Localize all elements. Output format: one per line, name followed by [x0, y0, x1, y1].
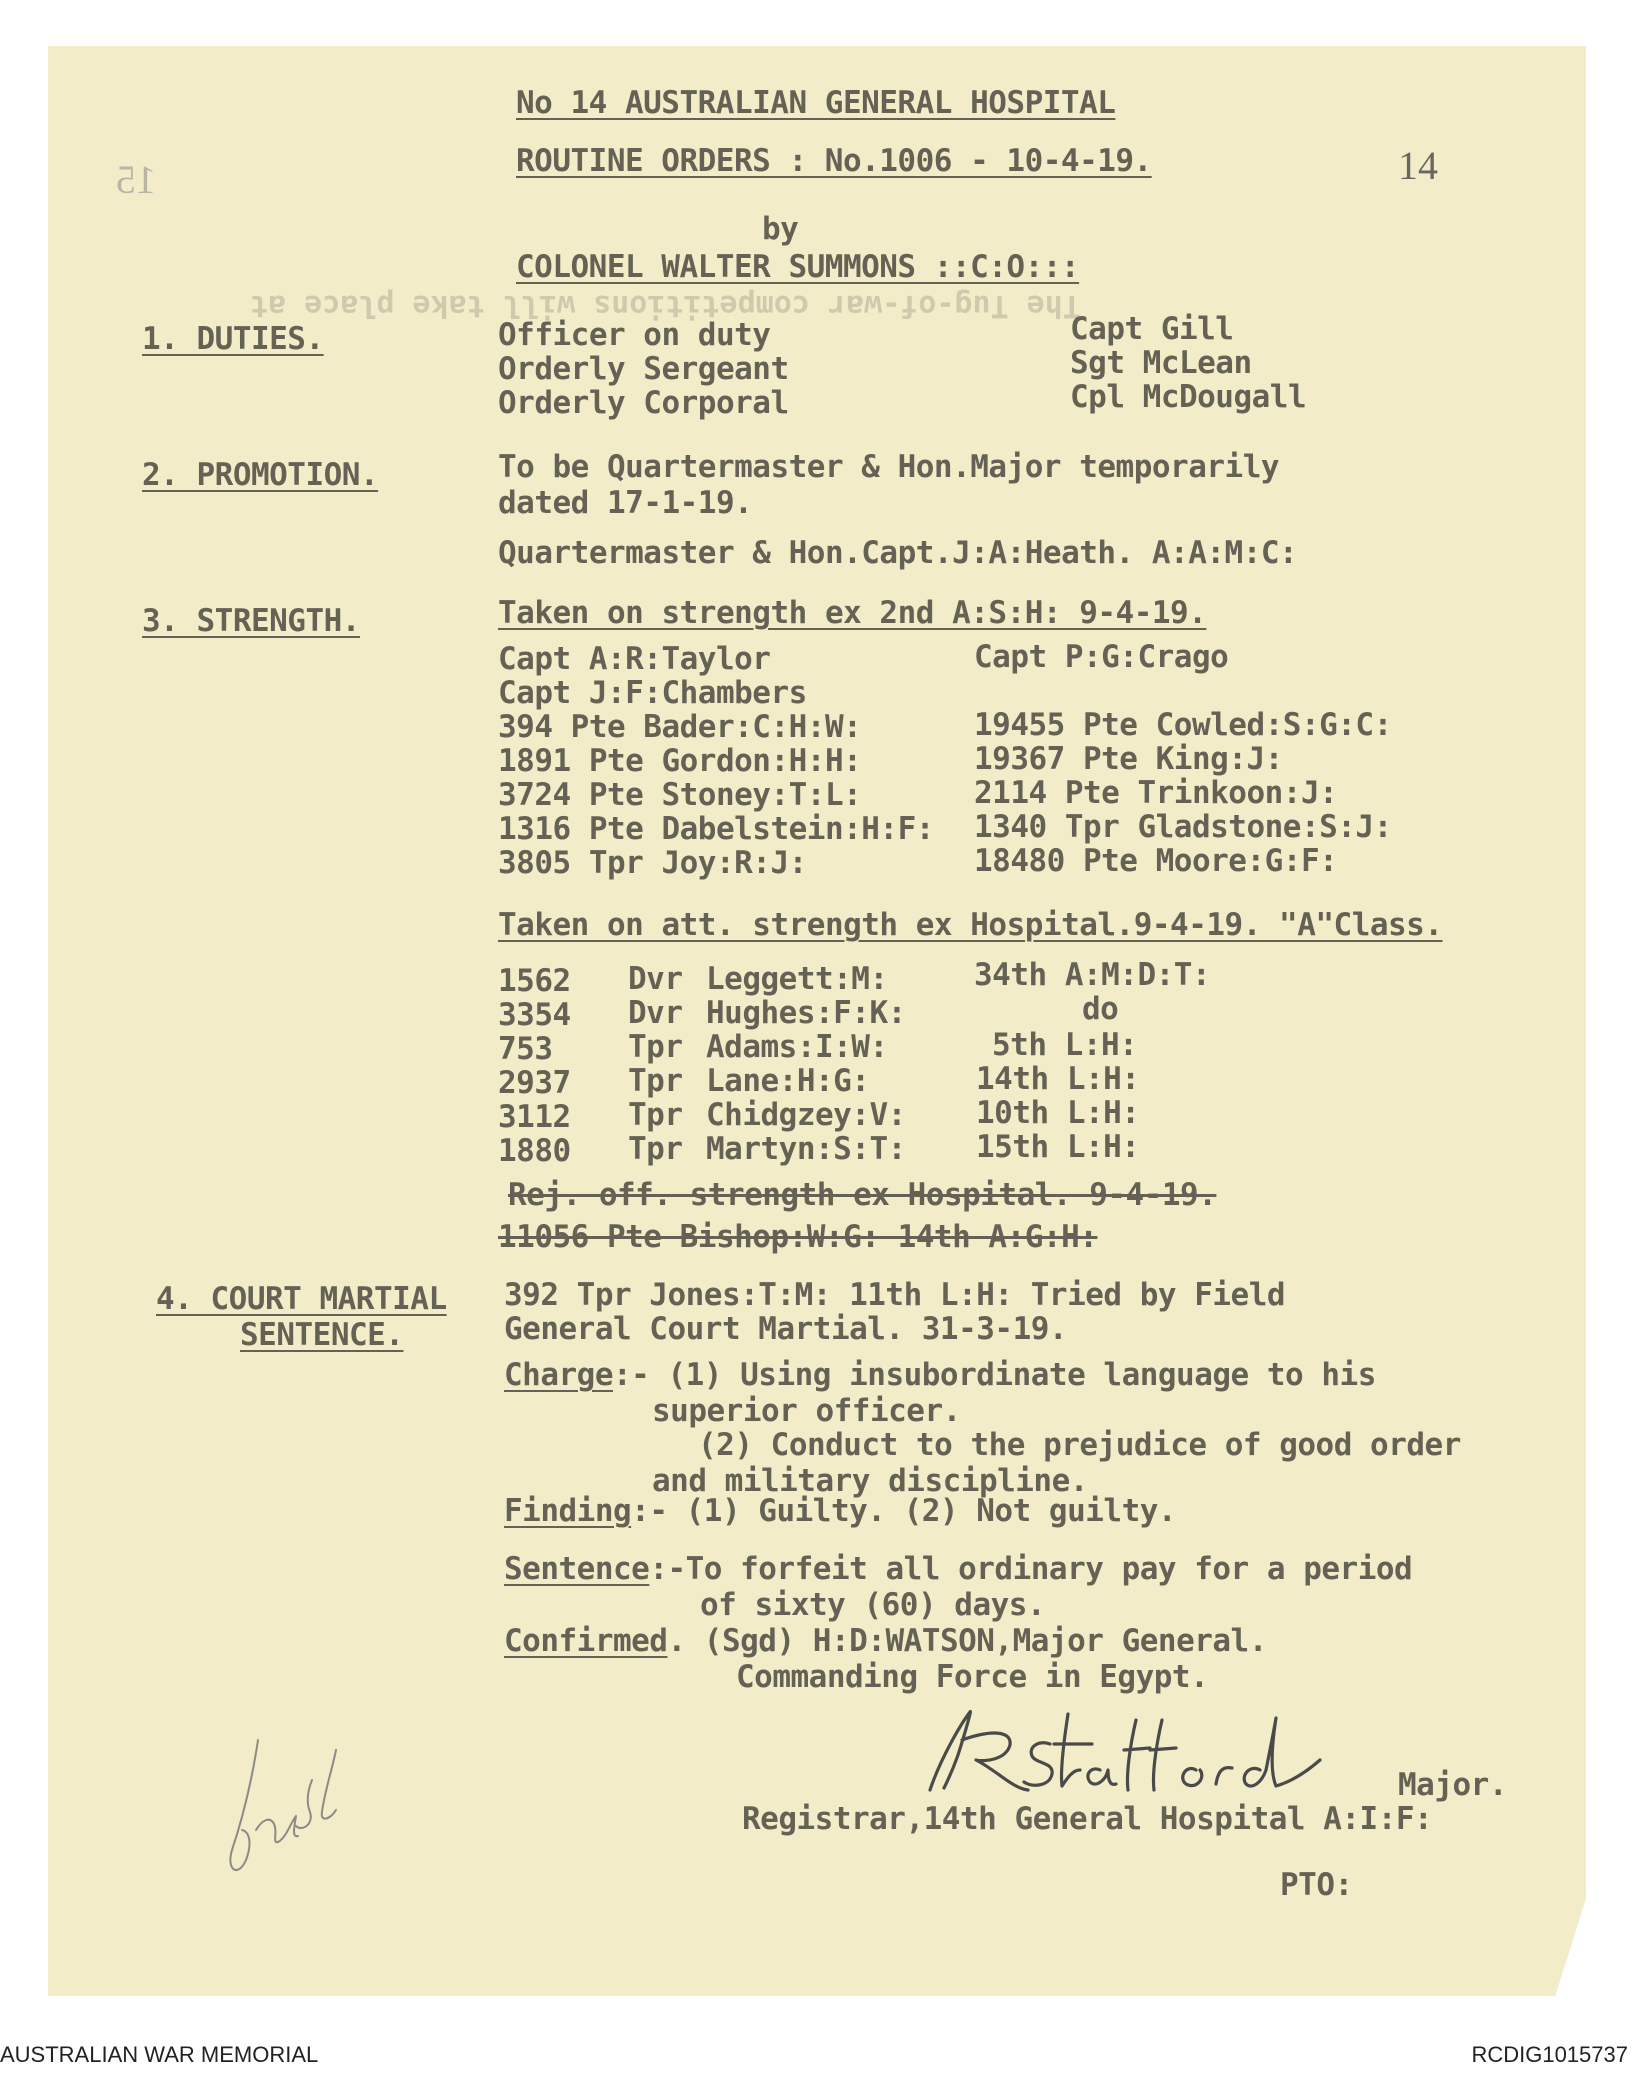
attached-no-2: 3354 — [498, 997, 571, 1033]
attached-unit-2: do — [1082, 991, 1119, 1027]
attached-unit-4: 14th L:H: — [976, 1061, 1140, 1097]
confirmed-text-1: . (Sgd) H:D:WATSON,Major General. — [667, 1623, 1267, 1659]
attached-name-6: Martyn:S:T: — [706, 1131, 906, 1167]
attached-rank-4: Tpr — [628, 1063, 683, 1099]
attached-name-2: Hughes:F:K: — [706, 995, 906, 1031]
faint-page-number: 15 — [116, 157, 156, 202]
finding-line — [504, 1494, 1176, 1528]
man-left-1: 394 Pte Bader:C:H:W: — [498, 709, 862, 745]
sentence-text-1: :-To forfeit all ordinary pay for a period — [649, 1551, 1413, 1587]
attached-name-1: Leggett:M: — [706, 961, 888, 997]
attached-rank-3: Tpr — [628, 1029, 683, 1065]
officer-left-2: Capt J:F:Chambers — [498, 675, 807, 711]
promotion-line-1: To be Quartermaster & Hon.Major temporarily — [498, 449, 1280, 485]
attached-rank-5: Tpr — [628, 1097, 683, 1133]
strength-heading-2: Taken on att. strength ex Hospital.9-4-19. "A"Class. — [498, 907, 1443, 943]
man-right-3: 2114 Pte Trinkoon:J: — [974, 775, 1338, 811]
confirmed-heading: Confirmed — [504, 1623, 668, 1659]
man-left-3: 3724 Pte Stoney:T:L: — [498, 777, 862, 813]
attached-name-5: Chidgzey:V: — [706, 1097, 906, 1133]
officer-left-1: Capt A:R:Taylor — [498, 641, 771, 677]
court-martial-line-1: 392 Tpr Jones:T:M: 11th L:H: Tried by Field — [504, 1277, 1286, 1313]
man-right-1: 19455 Pte Cowled:S:G:C: — [974, 707, 1392, 743]
strength-heading-1: Taken on strength ex 2nd A:S:H: 9-4-19. — [498, 595, 1207, 631]
duty-name-1: Capt Gill — [1070, 311, 1234, 347]
attached-no-5: 3112 — [498, 1099, 571, 1135]
promotion-label: 2. PROMOTION. — [142, 457, 379, 493]
confirmed-line-1 — [504, 1624, 1267, 1658]
court-martial-label: 4. COURT MARTIAL — [156, 1281, 447, 1317]
promotion-line-2: dated 17-1-19. — [498, 485, 753, 521]
man-right-4: 1340 Tpr Gladstone:S:J: — [974, 809, 1392, 845]
colonel-line: COLONEL WALTER SUMMONS ::C:O::: — [516, 249, 1080, 285]
man-left-5: 3805 Tpr Joy:R:J: — [498, 845, 807, 881]
handwritten-initials — [212, 1720, 362, 1890]
attached-unit-3: 5th L:H: — [992, 1027, 1138, 1063]
man-right-5: 18480 Pte Moore:G:F: — [974, 843, 1338, 879]
duty-role-3: Orderly Corporal — [498, 385, 789, 421]
signature-rank: Major. — [1398, 1767, 1507, 1803]
attached-unit-1: 34th A:M:D:T: — [974, 957, 1211, 993]
struck-line-1: Rej. off. strength ex Hospital. 9-4-19. — [508, 1177, 1217, 1213]
bleed-through-text: The Tug-of-war competitions will take place at — [250, 288, 1081, 323]
handwritten-signature — [900, 1700, 1340, 1810]
strength-label: 3. STRENGTH. — [142, 603, 360, 639]
finding-text: :- (1) Guilty. (2) Not guilty. — [631, 1493, 1177, 1529]
duty-role-1: Officer on duty — [498, 317, 771, 353]
charge-line-1 — [504, 1358, 1376, 1392]
man-left-2: 1891 Pte Gordon:H:H: — [498, 743, 862, 779]
confirmed-line-2: Commanding Force in Egypt. — [736, 1659, 1209, 1695]
promotion-line-3: Quartermaster & Hon.Capt.J:A:Heath. A:A:M:C: — [498, 535, 1298, 571]
duties-label: 1. DUTIES. — [142, 321, 324, 357]
attached-rank-6: Tpr — [628, 1131, 683, 1167]
man-left-4: 1316 Pte Dabelstein:H:F: — [498, 811, 934, 847]
page-number: 14 — [1398, 143, 1438, 188]
routine-orders-title: ROUTINE ORDERS : No.1006 - 10-4-19. — [516, 143, 1152, 179]
attached-no-6: 1880 — [498, 1133, 571, 1169]
attached-name-3: Adams:I:W: — [706, 1029, 888, 1065]
attached-unit-5: 10th L:H: — [976, 1095, 1140, 1131]
court-martial-line-2: General Court Martial. 31-3-19. — [504, 1311, 1068, 1347]
attached-no-4: 2937 — [498, 1065, 571, 1101]
attached-rank-2: Dvr — [628, 995, 683, 1031]
attached-no-1: 1562 — [498, 963, 571, 999]
sentence-line-1 — [504, 1552, 1412, 1586]
by-text: by — [762, 211, 799, 247]
finding-heading: Finding — [504, 1493, 632, 1529]
attached-rank-1: Dvr — [628, 961, 683, 997]
pto-text: PTO: — [1280, 1867, 1353, 1903]
duty-role-2: Orderly Sergeant — [498, 351, 789, 387]
footer-source: AUSTRALIAN WAR MEMORIAL — [0, 2042, 319, 2067]
attached-unit-6: 15th L:H: — [976, 1129, 1140, 1165]
struck-line-2: 11056 Pte Bishop:W:G: 14th A:G:H: — [498, 1219, 1098, 1255]
footer-id: RCDIG1015737 — [1471, 2042, 1628, 2067]
officer-right-1: Capt P:G:Crago — [974, 639, 1229, 675]
sentence-line-2: of sixty (60) days. — [700, 1587, 1046, 1623]
duty-name-3: Cpl McDougall — [1070, 379, 1307, 415]
attached-name-4: Lane:H:G: — [706, 1063, 870, 1099]
man-right-2: 19367 Pte King:J: — [974, 741, 1283, 777]
charge-line-4: and military discipline. — [652, 1463, 1088, 1499]
charge-heading: Charge — [504, 1357, 613, 1393]
charge-line-3: (2) Conduct to the prejudice of good order — [698, 1427, 1461, 1463]
sentence-label: SENTENCE. — [240, 1317, 404, 1353]
hospital-title: No 14 AUSTRALIAN GENERAL HOSPITAL — [516, 85, 1116, 121]
charge-text-1: :- (1) Using insubordinate language to his — [612, 1357, 1376, 1393]
signature-registrar: Registrar,14th General Hospital A:I:F: — [742, 1801, 1433, 1837]
sentence-heading: Sentence — [504, 1551, 650, 1587]
attached-no-3: 753 — [498, 1031, 553, 1067]
charge-line-2: superior officer. — [652, 1393, 961, 1429]
duty-name-2: Sgt McLean — [1070, 345, 1252, 381]
